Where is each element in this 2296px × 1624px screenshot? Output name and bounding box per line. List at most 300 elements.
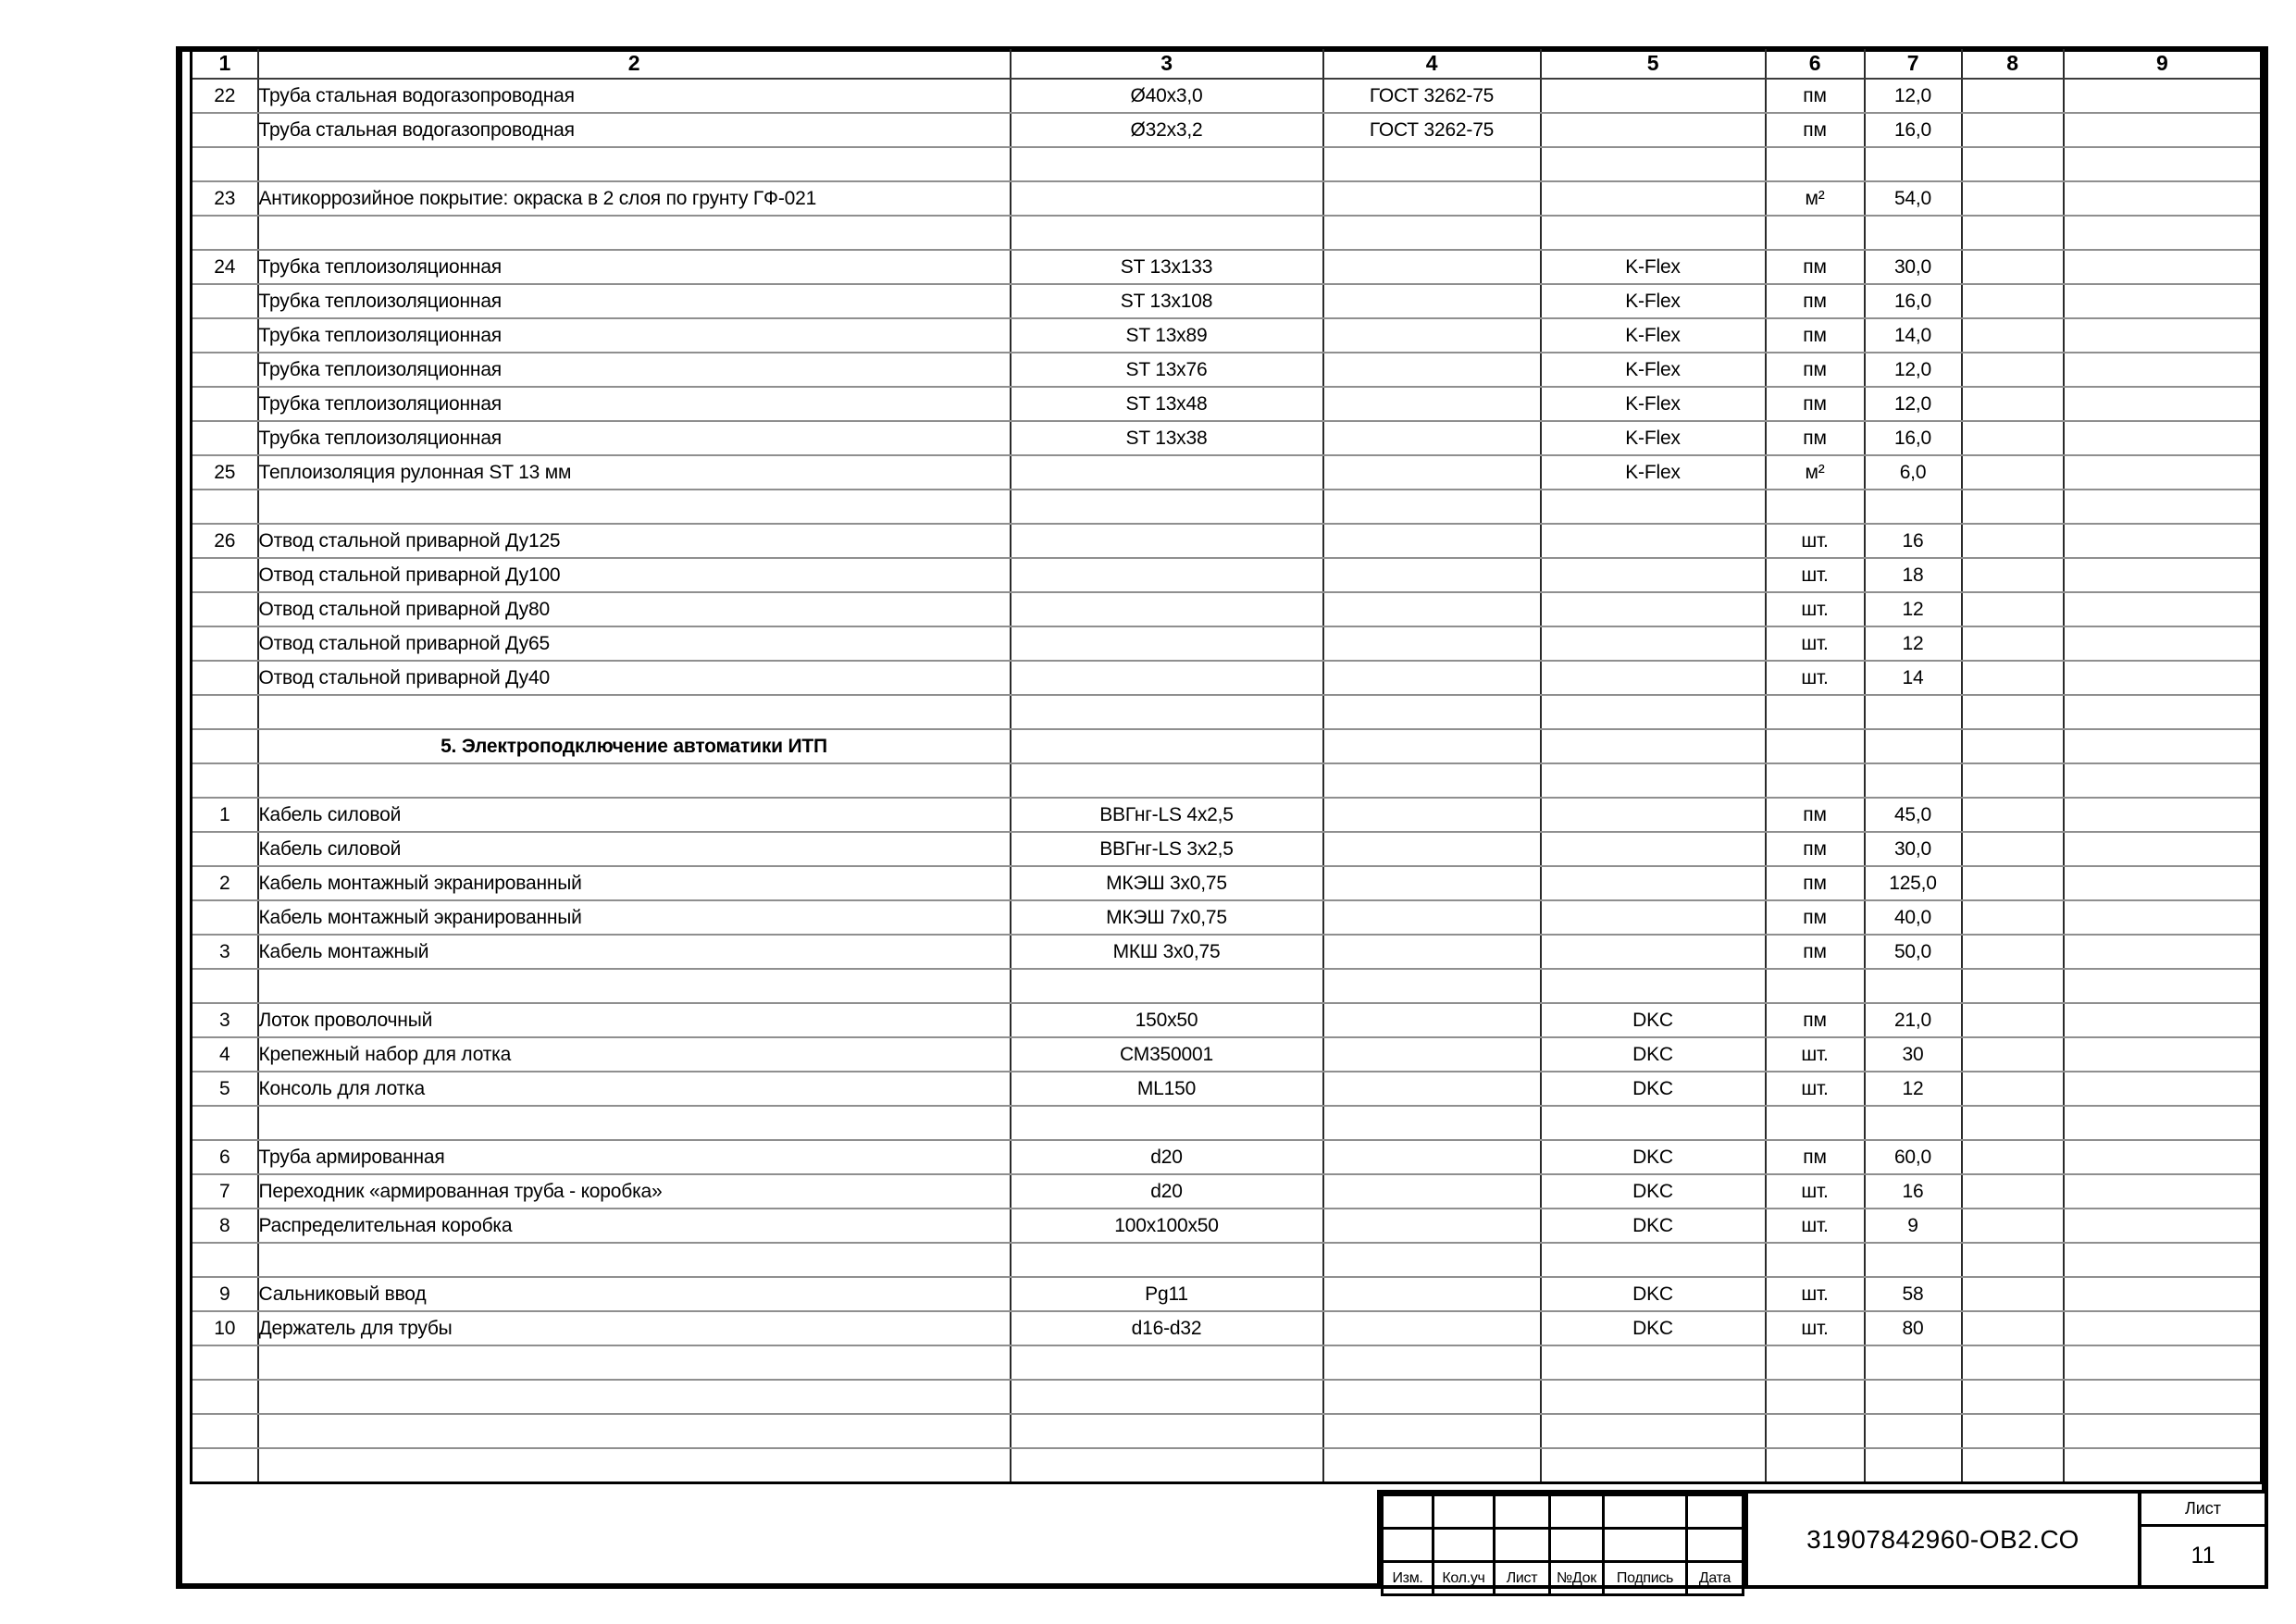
- item-standard-cell: [1323, 353, 1541, 387]
- revision-cell: [1495, 1495, 1550, 1529]
- item-unit-cell: [1766, 490, 1865, 524]
- item-name-cell: [258, 1414, 1011, 1448]
- item-standard-cell: [1323, 421, 1541, 455]
- item-qty-cell: [1865, 729, 1962, 763]
- item-qty-cell: 16: [1865, 1174, 1962, 1209]
- item-qty-cell: 54,0: [1865, 181, 1962, 216]
- item-qty-cell: 12,0: [1865, 387, 1962, 421]
- item-unit-cell: шт.: [1766, 1209, 1865, 1243]
- item-standard-cell: [1323, 490, 1541, 524]
- spare-cell: [1962, 729, 2064, 763]
- spare-cell: [2064, 1277, 2262, 1311]
- spare-cell: [2064, 490, 2262, 524]
- item-no-cell: [192, 1448, 258, 1483]
- item-size-cell: [1011, 1243, 1323, 1277]
- item-size-cell: ST 13x38: [1011, 421, 1323, 455]
- item-size-cell: [1011, 216, 1323, 250]
- spec-table: [190, 46, 2263, 1484]
- item-qty-cell: 16,0: [1865, 421, 1962, 455]
- item-size-cell: Ø40x3,0: [1011, 79, 1323, 113]
- item-brand-cell: [1541, 216, 1766, 250]
- item-name-cell: Кабель силовой: [258, 832, 1011, 866]
- item-standard-cell: [1323, 387, 1541, 421]
- item-size-cell: Ø32x3,2: [1011, 113, 1323, 147]
- item-standard-cell: [1323, 216, 1541, 250]
- spare-cell: [2064, 1140, 2262, 1174]
- item-size-cell: ST 13x133: [1011, 250, 1323, 284]
- item-qty-cell: 80: [1865, 1311, 1962, 1345]
- item-size-cell: 150x50: [1011, 1003, 1323, 1037]
- item-name-cell: [258, 216, 1011, 250]
- item-qty-cell: 21,0: [1865, 1003, 1962, 1037]
- item-brand-cell: [1541, 935, 1766, 969]
- revision-label-izm: Изм.: [1383, 1562, 1433, 1595]
- item-size-cell: 100x100x50: [1011, 1209, 1323, 1243]
- table-row: [192, 1277, 2262, 1311]
- frame-left-border: [176, 46, 182, 1589]
- item-size-cell: [1011, 490, 1323, 524]
- spare-cell: [2064, 763, 2262, 798]
- item-unit-cell: [1766, 1345, 1865, 1380]
- item-brand-cell: DKC: [1541, 1140, 1766, 1174]
- item-brand-cell: [1541, 695, 1766, 729]
- item-no-cell: [192, 387, 258, 421]
- revision-cell: [1550, 1529, 1604, 1562]
- item-name-cell: Трубка теплоизоляционная: [258, 250, 1011, 284]
- spare-cell: [1962, 1140, 2064, 1174]
- item-brand-cell: [1541, 490, 1766, 524]
- item-qty-cell: 12: [1865, 626, 1962, 661]
- column-header: 6: [1766, 48, 1865, 80]
- table-row: [192, 113, 2262, 147]
- table-row: [192, 900, 2262, 935]
- table-row: [192, 490, 2262, 524]
- item-name-cell: Консоль для лотка: [258, 1072, 1011, 1106]
- revision-row: [1383, 1529, 1744, 1562]
- item-no-cell: [192, 969, 258, 1003]
- spare-cell: [2064, 216, 2262, 250]
- item-size-cell: [1011, 1106, 1323, 1140]
- item-size-cell: СМ350001: [1011, 1037, 1323, 1072]
- item-qty-cell: [1865, 695, 1962, 729]
- item-brand-cell: DKC: [1541, 1003, 1766, 1037]
- revision-label-podpis: Подпись: [1604, 1562, 1687, 1595]
- item-no-cell: [192, 763, 258, 798]
- spare-cell: [2064, 455, 2262, 490]
- item-name-cell: [258, 1106, 1011, 1140]
- item-brand-cell: [1541, 832, 1766, 866]
- item-no-cell: 2: [192, 866, 258, 900]
- table-row: [192, 1414, 2262, 1448]
- item-size-cell: d16-d32: [1011, 1311, 1323, 1345]
- item-unit-cell: [1766, 763, 1865, 798]
- spare-cell: [2064, 1003, 2262, 1037]
- item-no-cell: 3: [192, 935, 258, 969]
- spare-cell: [2064, 79, 2262, 113]
- spare-cell: [2064, 318, 2262, 353]
- table-row: [192, 318, 2262, 353]
- item-standard-cell: [1323, 1311, 1541, 1345]
- spare-cell: [2064, 558, 2262, 592]
- item-name-cell: Трубка теплоизоляционная: [258, 387, 1011, 421]
- item-standard-cell: [1323, 729, 1541, 763]
- table-row: [192, 524, 2262, 558]
- item-brand-cell: [1541, 1448, 1766, 1483]
- item-unit-cell: м²: [1766, 181, 1865, 216]
- item-name-cell: Теплоизоляция рулонная ST 13 мм: [258, 455, 1011, 490]
- spare-cell: [1962, 866, 2064, 900]
- item-name-cell: [258, 490, 1011, 524]
- item-standard-cell: [1323, 1380, 1541, 1414]
- item-name-cell: [258, 147, 1011, 181]
- item-name-cell: Труба стальная водогазопроводная: [258, 113, 1011, 147]
- item-qty-cell: [1865, 490, 1962, 524]
- item-standard-cell: [1323, 181, 1541, 216]
- item-standard-cell: [1323, 524, 1541, 558]
- table-row: [192, 1140, 2262, 1174]
- item-qty-cell: 30: [1865, 1037, 1962, 1072]
- item-size-cell: ST 13x108: [1011, 284, 1323, 318]
- item-standard-cell: ГОСТ 3262-75: [1323, 113, 1541, 147]
- spare-cell: [2064, 1243, 2262, 1277]
- item-size-cell: [1011, 1345, 1323, 1380]
- item-size-cell: [1011, 455, 1323, 490]
- item-brand-cell: [1541, 558, 1766, 592]
- spare-cell: [2064, 524, 2262, 558]
- item-no-cell: [192, 695, 258, 729]
- item-size-cell: [1011, 695, 1323, 729]
- item-no-cell: 6: [192, 1140, 258, 1174]
- item-brand-cell: K-Flex: [1541, 250, 1766, 284]
- item-name-cell: [258, 1380, 1011, 1414]
- item-size-cell: [1011, 147, 1323, 181]
- item-size-cell: [1011, 626, 1323, 661]
- spare-cell: [2064, 387, 2262, 421]
- table-row: [192, 1448, 2262, 1483]
- item-no-cell: 10: [192, 1311, 258, 1345]
- spare-cell: [1962, 524, 2064, 558]
- item-no-cell: [192, 284, 258, 318]
- spare-cell: [2064, 798, 2262, 832]
- item-standard-cell: [1323, 1345, 1541, 1380]
- item-name-cell: Труба стальная водогазопроводная: [258, 79, 1011, 113]
- table-row: [192, 1106, 2262, 1140]
- table-row: [192, 695, 2262, 729]
- spare-cell: [1962, 798, 2064, 832]
- item-standard-cell: [1323, 1414, 1541, 1448]
- revision-cell: [1495, 1529, 1550, 1562]
- item-name-cell: [258, 695, 1011, 729]
- item-qty-cell: 6,0: [1865, 455, 1962, 490]
- item-brand-cell: [1541, 524, 1766, 558]
- item-qty-cell: 16: [1865, 524, 1962, 558]
- item-no-cell: 7: [192, 1174, 258, 1209]
- item-name-cell: Лоток проволочный: [258, 1003, 1011, 1037]
- table-row: [192, 79, 2262, 113]
- item-name-cell: Отвод стальной приварной Ду65: [258, 626, 1011, 661]
- item-unit-cell: пм: [1766, 1140, 1865, 1174]
- item-size-cell: [1011, 1414, 1323, 1448]
- item-standard-cell: [1323, 866, 1541, 900]
- item-standard-cell: [1323, 763, 1541, 798]
- item-no-cell: [192, 661, 258, 695]
- title-block: [1377, 1490, 2268, 1589]
- item-brand-cell: [1541, 592, 1766, 626]
- spare-cell: [2064, 592, 2262, 626]
- item-qty-cell: 12,0: [1865, 79, 1962, 113]
- item-qty-cell: [1865, 1106, 1962, 1140]
- item-brand-cell: [1541, 1380, 1766, 1414]
- item-unit-cell: пм: [1766, 250, 1865, 284]
- spare-cell: [1962, 969, 2064, 1003]
- item-name-cell: Кабель монтажный экранированный: [258, 900, 1011, 935]
- revision-row: [1383, 1495, 1744, 1529]
- item-size-cell: ВВГнг-LS 3x2,5: [1011, 832, 1323, 866]
- item-no-cell: [192, 626, 258, 661]
- item-no-cell: 5: [192, 1072, 258, 1106]
- item-qty-cell: 30,0: [1865, 250, 1962, 284]
- revision-cell: [1687, 1529, 1744, 1562]
- item-standard-cell: [1323, 455, 1541, 490]
- item-brand-cell: DKC: [1541, 1174, 1766, 1209]
- spare-cell: [2064, 250, 2262, 284]
- header-row: [192, 48, 2262, 80]
- item-name-cell: [258, 1345, 1011, 1380]
- spare-cell: [1962, 1448, 2064, 1483]
- item-no-cell: [192, 421, 258, 455]
- spare-cell: [1962, 832, 2064, 866]
- item-unit-cell: пм: [1766, 798, 1865, 832]
- item-no-cell: [192, 729, 258, 763]
- item-name-cell: [258, 1243, 1011, 1277]
- item-no-cell: [192, 490, 258, 524]
- item-unit-cell: [1766, 1106, 1865, 1140]
- column-header: 4: [1323, 48, 1541, 80]
- sheet-box: [2141, 1494, 2265, 1585]
- spare-cell: [1962, 1311, 2064, 1345]
- item-name-cell: Крепежный набор для лотка: [258, 1037, 1011, 1072]
- item-size-cell: d20: [1011, 1140, 1323, 1174]
- column-header: 1: [192, 48, 258, 80]
- item-standard-cell: [1323, 969, 1541, 1003]
- spare-cell: [1962, 1277, 2064, 1311]
- spare-cell: [2064, 729, 2262, 763]
- revision-table: [1381, 1494, 1744, 1596]
- item-brand-cell: [1541, 113, 1766, 147]
- item-size-cell: [1011, 1448, 1323, 1483]
- item-brand-cell: [1541, 900, 1766, 935]
- spare-cell: [2064, 1448, 2262, 1483]
- spare-cell: [1962, 284, 2064, 318]
- item-size-cell: [1011, 969, 1323, 1003]
- spare-cell: [1962, 353, 2064, 387]
- revision-cell: [1383, 1529, 1433, 1562]
- table-row: [192, 1345, 2262, 1380]
- item-unit-cell: пм: [1766, 79, 1865, 113]
- item-brand-cell: [1541, 181, 1766, 216]
- item-unit-cell: шт.: [1766, 626, 1865, 661]
- item-standard-cell: [1323, 1037, 1541, 1072]
- item-size-cell: МКШ 3x0,75: [1011, 935, 1323, 969]
- item-name-cell: Сальниковый ввод: [258, 1277, 1011, 1311]
- spare-cell: [1962, 421, 2064, 455]
- item-qty-cell: 50,0: [1865, 935, 1962, 969]
- revision-cell: [1383, 1495, 1433, 1529]
- item-no-cell: [192, 147, 258, 181]
- spare-cell: [1962, 113, 2064, 147]
- item-no-cell: [192, 1106, 258, 1140]
- sheet-label: Лист: [2141, 1494, 2265, 1527]
- item-standard-cell: [1323, 695, 1541, 729]
- item-standard-cell: [1323, 147, 1541, 181]
- item-standard-cell: [1323, 1209, 1541, 1243]
- item-unit-cell: пм: [1766, 421, 1865, 455]
- item-brand-cell: [1541, 969, 1766, 1003]
- item-unit-cell: пм: [1766, 387, 1865, 421]
- table-row: [192, 558, 2262, 592]
- column-header: 5: [1541, 48, 1766, 80]
- spare-cell: [1962, 558, 2064, 592]
- item-size-cell: МКЭШ 7x0,75: [1011, 900, 1323, 935]
- item-no-cell: [192, 353, 258, 387]
- item-size-cell: ВВГнг-LS 4x2,5: [1011, 798, 1323, 832]
- table-row: [192, 763, 2262, 798]
- spec-table-header: [192, 48, 2262, 80]
- item-unit-cell: [1766, 1414, 1865, 1448]
- item-unit-cell: шт.: [1766, 1037, 1865, 1072]
- item-standard-cell: [1323, 284, 1541, 318]
- item-standard-cell: [1323, 592, 1541, 626]
- item-qty-cell: [1865, 1345, 1962, 1380]
- item-name-cell: Кабель монтажный: [258, 935, 1011, 969]
- item-unit-cell: шт.: [1766, 1174, 1865, 1209]
- table-row: [192, 832, 2262, 866]
- item-brand-cell: DKC: [1541, 1037, 1766, 1072]
- item-no-cell: [192, 318, 258, 353]
- item-standard-cell: [1323, 900, 1541, 935]
- item-unit-cell: шт.: [1766, 661, 1865, 695]
- spare-cell: [1962, 490, 2064, 524]
- spare-cell: [2064, 1106, 2262, 1140]
- item-no-cell: 1: [192, 798, 258, 832]
- document-number: 31907842960-ОВ2.СО: [1744, 1494, 2141, 1585]
- item-qty-cell: 60,0: [1865, 1140, 1962, 1174]
- item-name-cell: Держатель для трубы: [258, 1311, 1011, 1345]
- table-row: [192, 1311, 2262, 1345]
- item-qty-cell: 125,0: [1865, 866, 1962, 900]
- spare-cell: [2064, 284, 2262, 318]
- item-size-cell: [1011, 524, 1323, 558]
- item-unit-cell: [1766, 1380, 1865, 1414]
- item-standard-cell: [1323, 1003, 1541, 1037]
- item-standard-cell: [1323, 250, 1541, 284]
- item-no-cell: 22: [192, 79, 258, 113]
- spare-cell: [1962, 1243, 2064, 1277]
- item-unit-cell: шт.: [1766, 524, 1865, 558]
- item-brand-cell: K-Flex: [1541, 353, 1766, 387]
- item-name-cell: Переходник «армированная труба - коробка»: [258, 1174, 1011, 1209]
- spare-cell: [1962, 935, 2064, 969]
- item-brand-cell: K-Flex: [1541, 318, 1766, 353]
- item-standard-cell: [1323, 832, 1541, 866]
- item-no-cell: 8: [192, 1209, 258, 1243]
- item-size-cell: [1011, 558, 1323, 592]
- table-row: [192, 1072, 2262, 1106]
- item-brand-cell: [1541, 626, 1766, 661]
- item-name-cell: [258, 969, 1011, 1003]
- spare-cell: [2064, 935, 2262, 969]
- item-brand-cell: DKC: [1541, 1277, 1766, 1311]
- item-standard-cell: [1323, 935, 1541, 969]
- table-row: [192, 1003, 2262, 1037]
- item-standard-cell: [1323, 1277, 1541, 1311]
- item-qty-cell: 58: [1865, 1277, 1962, 1311]
- revision-label-data: Дата: [1687, 1562, 1744, 1595]
- item-no-cell: [192, 1243, 258, 1277]
- item-standard-cell: ГОСТ 3262-75: [1323, 79, 1541, 113]
- item-qty-cell: [1865, 969, 1962, 1003]
- column-header: 7: [1865, 48, 1962, 80]
- item-name-cell: Отвод стальной приварной Ду80: [258, 592, 1011, 626]
- item-no-cell: [192, 558, 258, 592]
- spare-cell: [1962, 626, 2064, 661]
- item-qty-cell: 14,0: [1865, 318, 1962, 353]
- item-unit-cell: пм: [1766, 866, 1865, 900]
- spare-cell: [1962, 181, 2064, 216]
- item-size-cell: [1011, 181, 1323, 216]
- item-qty-cell: [1865, 1380, 1962, 1414]
- item-standard-cell: [1323, 558, 1541, 592]
- spare-cell: [2064, 353, 2262, 387]
- spare-cell: [2064, 113, 2262, 147]
- item-name-cell: Распределительная коробка: [258, 1209, 1011, 1243]
- item-no-cell: [192, 1380, 258, 1414]
- spare-cell: [1962, 79, 2064, 113]
- item-no-cell: 26: [192, 524, 258, 558]
- spare-cell: [1962, 250, 2064, 284]
- item-unit-cell: [1766, 1243, 1865, 1277]
- frame-right-border: [2262, 46, 2268, 1589]
- spare-cell: [2064, 626, 2262, 661]
- spare-cell: [1962, 455, 2064, 490]
- item-qty-cell: 12: [1865, 1072, 1962, 1106]
- item-brand-cell: [1541, 866, 1766, 900]
- spare-cell: [1962, 695, 2064, 729]
- spare-cell: [2064, 1380, 2262, 1414]
- spare-cell: [1962, 387, 2064, 421]
- item-standard-cell: [1323, 1448, 1541, 1483]
- spare-cell: [1962, 763, 2064, 798]
- spare-cell: [1962, 1380, 2064, 1414]
- spare-cell: [2064, 1174, 2262, 1209]
- revision-cell: [1687, 1495, 1744, 1529]
- item-size-cell: d20: [1011, 1174, 1323, 1209]
- item-brand-cell: DKC: [1541, 1209, 1766, 1243]
- item-qty-cell: [1865, 763, 1962, 798]
- item-brand-cell: [1541, 1243, 1766, 1277]
- item-size-cell: ST 13x89: [1011, 318, 1323, 353]
- item-unit-cell: шт.: [1766, 1277, 1865, 1311]
- spare-cell: [1962, 1174, 2064, 1209]
- item-qty-cell: [1865, 1414, 1962, 1448]
- revision-labels-row: [1383, 1562, 1744, 1595]
- item-no-cell: [192, 1345, 258, 1380]
- revision-cell: [1604, 1529, 1687, 1562]
- sheet-number: 11: [2191, 1543, 2215, 1568]
- spare-cell: [2064, 1311, 2262, 1345]
- spare-cell: [2064, 147, 2262, 181]
- item-qty-cell: 9: [1865, 1209, 1962, 1243]
